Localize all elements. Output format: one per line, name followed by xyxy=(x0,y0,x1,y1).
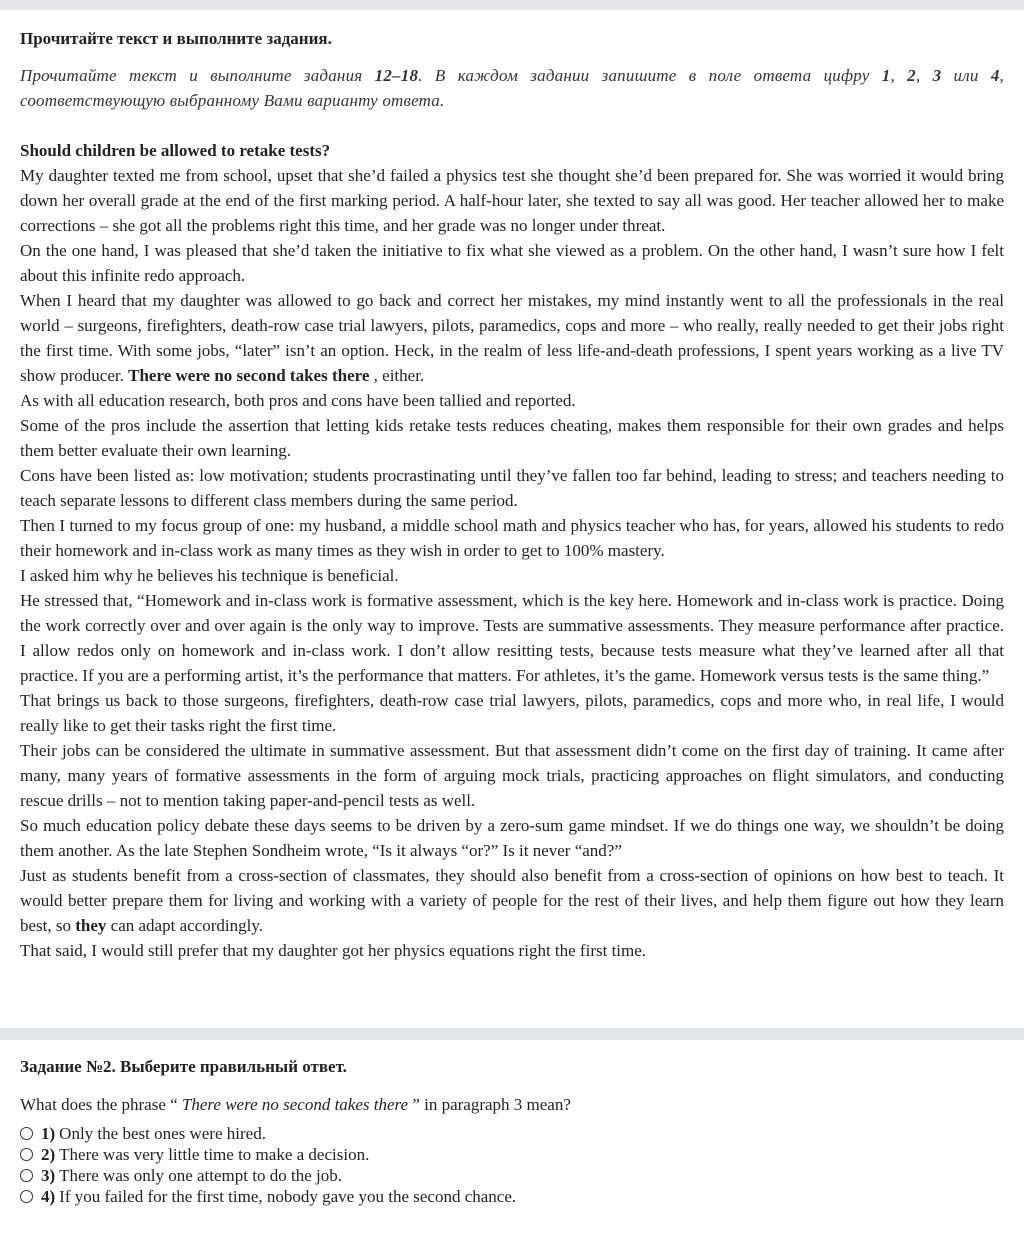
article-paragraph-12: So much education policy debate these days seems to be driven by a zero-sum game mindset. If we do things one way, we shouldn’t be doing them another. As the late Stephen Sondheim wrote, “Is it always “or?” Is it never “and?” xyxy=(20,816,1004,860)
task-heading: Прочитайте текст и выполните задания. xyxy=(20,29,332,48)
option-number: 1) xyxy=(41,1124,56,1143)
article-paragraph-7: Then I turned to my focus group of one: my husband, a middle school math and physics teacher who has, for years, allowed his students to redo their homework and in-class work as many times as they wish in order to get to 100% mastery. xyxy=(20,516,1004,560)
answer-option-4[interactable] xyxy=(20,1186,1004,1207)
article-paragraph-5: Some of the pros include the assertion that letting kids retake tests reduces cheating, makes them responsible for their own grades and helps them better evaluate their own learning. xyxy=(20,416,1004,460)
radio-button-icon[interactable] xyxy=(20,1127,33,1140)
option-number: 2) xyxy=(41,1145,56,1164)
highlighted-phrase: There were no second takes there xyxy=(128,366,370,385)
option-text: Only the best ones were hired. xyxy=(59,1124,266,1143)
article-title: Should children be allowed to retake tests? xyxy=(20,141,331,160)
answer-option-1[interactable] xyxy=(20,1123,1004,1144)
option-text: There was only one attempt to do the job. xyxy=(59,1166,342,1185)
radio-button-icon[interactable] xyxy=(20,1169,33,1182)
reading-task-block xyxy=(20,26,1004,963)
article-paragraph-4: As with all education research, both pros and cons have been tallied and reported. xyxy=(20,391,576,410)
answer-options xyxy=(20,1123,1004,1207)
answer-option-3[interactable] xyxy=(20,1165,1004,1186)
question-text: What does the phrase “ There were no second takes there ” in paragraph 3 mean? xyxy=(20,1095,571,1114)
section-divider xyxy=(0,1028,1024,1040)
top-divider xyxy=(0,0,1024,10)
article-paragraph-10: That brings us back to those surgeons, firefighters, death-row case trial lawyers, pilots, paramedics, cops and more who, in real life, I would really like to get their tasks right the first time. xyxy=(20,691,1004,735)
option-number: 3) xyxy=(41,1166,56,1185)
article-paragraph-3: When I heard that my daughter was allowed to go back and correct her mistakes, my mind instantly went to all the professionals in the real world – surgeons, firefighters, death-row case trial lawyers, pilots, paramedics, cops and more – who really, really needed to get their jobs right the first time. With some jobs, “later” isn’t an option. Heck, in the realm of less life-and-death professions, I spent years working as a live TV show producer. There were no second takes there , either. xyxy=(20,291,1004,385)
article-paragraph-13: Just as students benefit from a cross-section of classmates, they should also benefit from a cross-section of opinions on how best to teach. It would better prepare them for living and working with a variety of people for the rest of their lives, and help them figure out how they learn best, so they can adapt accordingly. xyxy=(20,866,1004,935)
option-text: There was very little time to make a decision. xyxy=(59,1145,370,1164)
radio-button-icon[interactable] xyxy=(20,1148,33,1161)
question-phrase: There were no second takes there xyxy=(181,1095,409,1114)
option-number: 4) xyxy=(41,1187,56,1206)
article-paragraph-1: My daughter texted me from school, upset that she’d failed a physics test she thought she’d been prepared for. She was worried it would bring down her overall grade at the end of the first marking period. A half-hour later, she texted to say all was good. Her teacher allowed her to make corrections – she got all the problems right this time, and her grade was no longer under threat. xyxy=(20,166,1004,235)
task-instructions: Прочитайте текст и выполните задания 12–18. В каждом задании запишите в поле ответа цифру 1, 2, 3 или 4, соответствующую выбранному Вами варианту ответа. xyxy=(20,66,1004,110)
article-paragraph-8: I asked him why he believes his technique is beneficial. xyxy=(20,566,399,585)
highlighted-word: they xyxy=(75,916,107,935)
radio-button-icon[interactable] xyxy=(20,1190,33,1203)
article-paragraph-11: Their jobs can be considered the ultimate in summative assessment. But that assessment didn’t come on the first day of training. It came after many, many years of formative assessments in the form of arguing mock trials, practicing approaches on flight simulators, and conducting rescue drills – not to mention taking paper-and-pencil tests as well. xyxy=(20,741,1004,810)
option-text: If you failed for the first time, nobody gave you the second chance. xyxy=(59,1187,517,1206)
article-paragraph-9: He stressed that, “Homework and in-class work is formative assessment, which is the key here. Homework and in-class work is practice. Doing the work correctly over and over again is the only way to improve. Tests are summative assessments. They measure performance after practice. I allow redos only on homework and in-class work. I don’t allow resitting tests, because tests measure what they’ve learned after all that practice. If you are a performing artist, it’s the performance that matters. For athletes, it’s the game. Homework versus tests is the same thing.” xyxy=(20,591,1004,685)
article-paragraph-6: Cons have been listed as: low motivation; students procrastinating until they’ve fallen too far behind, leading to stress; and teachers needing to teach separate lessons to different class members during the same period. xyxy=(20,466,1004,510)
question-block xyxy=(20,1054,1004,1207)
article-paragraph-2: On the one hand, I was pleased that she’d taken the initiative to fix what she viewed as a problem. On the other hand, I wasn’t sure how I felt about this infinite redo approach. xyxy=(20,241,1004,285)
article-paragraph-14: That said, I would still prefer that my daughter got her physics equations right the first time. xyxy=(20,941,647,960)
question-heading: Задание №2. Выберите правильный ответ. xyxy=(20,1057,347,1076)
answer-option-2[interactable] xyxy=(20,1144,1004,1165)
